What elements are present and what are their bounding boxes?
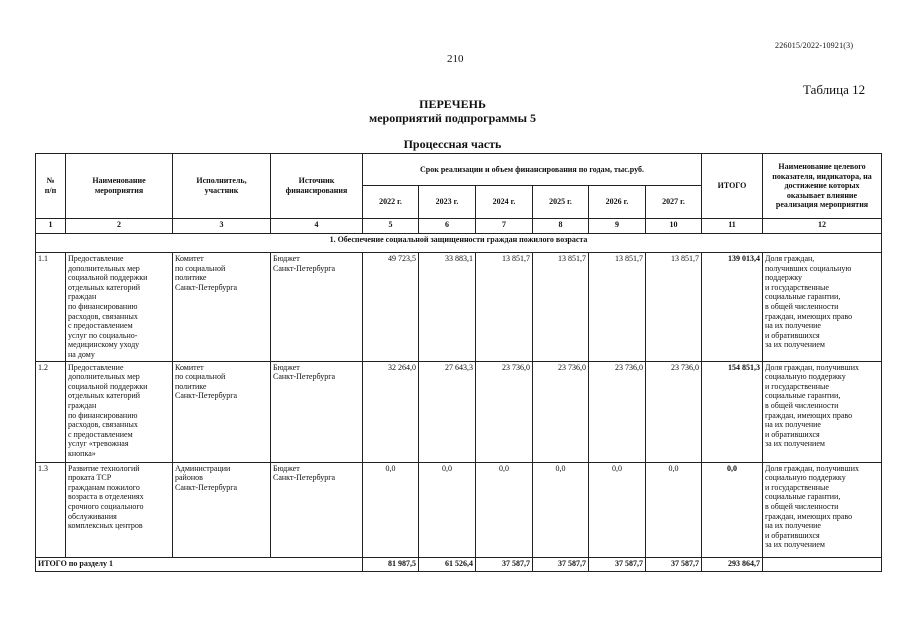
year-value: 13 851,7 [533, 253, 589, 362]
table-row [36, 253, 882, 362]
year-value: 0,0 [533, 462, 589, 557]
year-value: 0,0 [646, 462, 702, 557]
section-total-value: 37 587,7 [533, 557, 589, 571]
year-value: 32 264,0 [363, 361, 419, 462]
year-value: 0,0 [363, 462, 419, 557]
column-number: 10 [646, 219, 702, 234]
year-value: 33 883,1 [419, 253, 476, 362]
table-row [36, 462, 882, 557]
table-row [36, 361, 882, 462]
section-total-value: 37 587,7 [646, 557, 702, 571]
empty-cell [763, 557, 882, 571]
header-name: Наименование мероприятия [66, 154, 173, 219]
year-value: 13 851,7 [476, 253, 533, 362]
section-total-value: 37 587,7 [476, 557, 533, 571]
header-source: Источник финансирования [271, 154, 363, 219]
column-number: 3 [173, 219, 271, 234]
column-number: 11 [702, 219, 763, 234]
funding-source: Бюджет Санкт-Петербурга [271, 361, 363, 462]
measure-executor: Комитет по социальной политике Санкт-Петербурга [173, 361, 271, 462]
header-year: 2023 г. [419, 186, 476, 219]
column-number: 9 [589, 219, 646, 234]
year-value: 23 736,0 [533, 361, 589, 462]
document-id: 226015/2022-10921(3) [775, 41, 854, 50]
column-number: 7 [476, 219, 533, 234]
measure-name: Предоставление дополнительных мер социальной поддержки отдельных категорий граждан по финансированию расходов, связанных с предоставлением услуг «тревожная кнопка» [66, 361, 173, 462]
year-value: 13 851,7 [589, 253, 646, 362]
funding-source: Бюджет Санкт-Петербурга [271, 462, 363, 557]
measure-name: Развитие технологий проката ТСР гражданам пожилого возраста в отделениях срочного социального обслуживания комплексных центров [66, 462, 173, 557]
section-total-row [36, 557, 882, 571]
column-number: 1 [36, 219, 66, 234]
title-line-1: ПЕРЕЧЕНЬ [419, 97, 486, 111]
measure-executor: Комитет по социальной политике Санкт-Петербурга [173, 253, 271, 362]
year-value: 23 736,0 [646, 361, 702, 462]
section-total-value: 81 987,5 [363, 557, 419, 571]
section-total-label: ИТОГО по разделу 1 [36, 557, 363, 571]
section-row [36, 234, 882, 253]
header-executor: Исполнитель, участник [173, 154, 271, 219]
row-number: 1.2 [36, 361, 66, 462]
page-number: 210 [447, 53, 464, 65]
target-indicator: Доля граждан, получивших социальную поддержку и государственные социальные гарантии, в общей численности граждан, имеющих право на их получение и обратившихся за их получением [763, 462, 882, 557]
header-total: ИТОГО [702, 154, 763, 219]
year-value: 27 643,3 [419, 361, 476, 462]
header-year: 2022 г. [363, 186, 419, 219]
document-subtitle: Процессная часть [403, 137, 502, 151]
header-year: 2027 г. [646, 186, 702, 219]
header-num: № п/п [36, 154, 66, 219]
row-total: 0,0 [702, 462, 763, 557]
section-title: 1. Обеспечение социальной защищенности граждан пожилого возраста [36, 234, 882, 253]
column-number: 6 [419, 219, 476, 234]
measure-name: Предоставление дополнительных мер социальной поддержки отдельных категорий граждан по финансированию расходов, связанных с предоставлением услуг по социально- медицинскому уходу на дому [66, 253, 173, 362]
header-indicator: Наименование целевого показателя, индикатора, на достижение которых оказывает влияние реализация мероприятия [763, 154, 882, 219]
grand-total: 293 864,7 [702, 557, 763, 571]
year-value: 0,0 [589, 462, 646, 557]
funding-source: Бюджет Санкт-Петербурга [271, 253, 363, 362]
column-number-row [36, 219, 882, 234]
year-value: 23 736,0 [589, 361, 646, 462]
column-number: 4 [271, 219, 363, 234]
header-period-group: Срок реализации и объем финансирования по годам, тыс.руб. [363, 154, 702, 186]
table-label: Таблица 12 [803, 82, 866, 97]
column-number: 5 [363, 219, 419, 234]
header-year: 2024 г. [476, 186, 533, 219]
row-number: 1.1 [36, 253, 66, 362]
row-number: 1.3 [36, 462, 66, 557]
column-number: 2 [66, 219, 173, 234]
document-title [0, 97, 905, 125]
target-indicator: Доля граждан, получивших социальную поддержку и государственные социальные гарантии, в общей численности граждан, имеющих право на их получение и обратившихся за их получением [763, 253, 882, 362]
year-value: 23 736,0 [476, 361, 533, 462]
year-value: 0,0 [476, 462, 533, 557]
title-line-2: мероприятий подпрограммы 5 [369, 111, 536, 125]
measure-executor: Администрации районов Санкт-Петербурга [173, 462, 271, 557]
section-total-value: 37 587,7 [589, 557, 646, 571]
row-total: 154 851,3 [702, 361, 763, 462]
row-total: 139 013,4 [702, 253, 763, 362]
section-total-value: 61 526,4 [419, 557, 476, 571]
year-value: 0,0 [419, 462, 476, 557]
target-indicator: Доля граждан, получивших социальную поддержку и государственные социальные гарантии, в общей численности граждан, имеющих право на их получение и обратившихся за их получением [763, 361, 882, 462]
column-number: 8 [533, 219, 589, 234]
header-year: 2025 г. [533, 186, 589, 219]
column-number: 12 [763, 219, 882, 234]
measures-table [35, 153, 882, 572]
header-year: 2026 г. [589, 186, 646, 219]
year-value: 13 851,7 [646, 253, 702, 362]
year-value: 49 723,5 [363, 253, 419, 362]
